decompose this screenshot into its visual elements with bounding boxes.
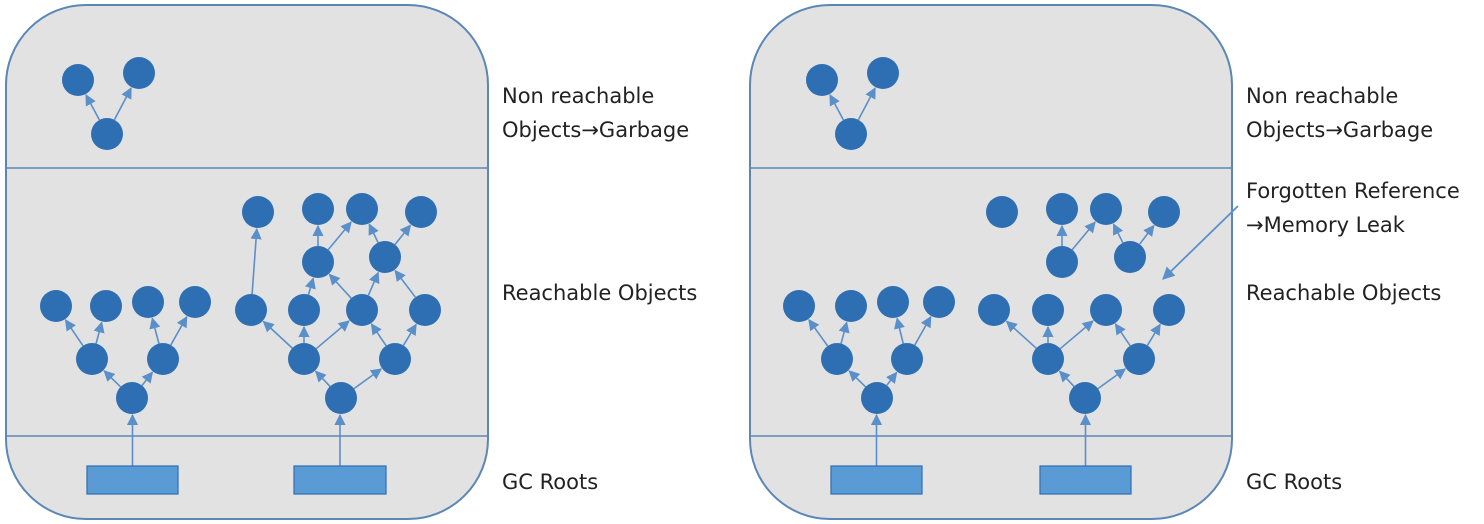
- left-reachable-label: Reachable Objects: [502, 281, 698, 305]
- left-object-node: [346, 193, 378, 225]
- memory-leak-label-line1: Forgotten Reference: [1246, 179, 1460, 203]
- right-object-node: [861, 382, 893, 414]
- left-object-node: [62, 64, 94, 96]
- right-object-node: [1153, 294, 1185, 326]
- right-object-node: [1090, 294, 1122, 326]
- right-object-node: [821, 343, 853, 375]
- right-object-node: [835, 118, 867, 150]
- left-garbage-label-line2: Objects→Garbage: [502, 118, 690, 142]
- right-object-node: [1046, 193, 1078, 225]
- left-object-node: [116, 382, 148, 414]
- left-object-node: [242, 196, 274, 228]
- left-object-node: [409, 294, 441, 326]
- left-heap-panel: [6, 5, 488, 519]
- right-reachable-label: Reachable Objects: [1246, 281, 1442, 305]
- left-object-node: [90, 290, 122, 322]
- right-object-node: [986, 196, 1018, 228]
- left-object-node: [405, 196, 437, 228]
- right-object-node: [891, 343, 923, 375]
- left-object-node: [76, 343, 108, 375]
- right-heap-panel: [750, 5, 1238, 519]
- left-object-node: [288, 343, 320, 375]
- right-object-node: [1090, 193, 1122, 225]
- right-object-node: [835, 290, 867, 322]
- left-gc-root-2: [294, 466, 386, 494]
- right-object-node: [783, 290, 815, 322]
- left-object-node: [325, 382, 357, 414]
- right-object-node: [1046, 246, 1078, 278]
- left-object-node: [123, 57, 155, 89]
- right-object-node: [1123, 343, 1155, 375]
- right-object-node: [1069, 382, 1101, 414]
- right-gc-root-1: [831, 466, 922, 494]
- right-garbage-label-line2: Objects→Garbage: [1246, 118, 1434, 142]
- left-gc-root-1: [87, 466, 178, 494]
- right-garbage-label: [1246, 79, 1433, 147]
- left-object-node: [235, 294, 267, 326]
- memory-leak-label: [1246, 174, 1460, 242]
- left-object-node: [302, 193, 334, 225]
- left-object-node: [147, 343, 179, 375]
- right-object-node: [1148, 196, 1180, 228]
- left-object-node: [179, 286, 211, 318]
- left-object-node: [346, 294, 378, 326]
- left-object-node: [91, 118, 123, 150]
- left-object-node: [132, 286, 164, 318]
- right-gc-roots-label: GC Roots: [1246, 470, 1343, 494]
- memory-leak-label-line2: →Memory Leak: [1246, 213, 1405, 237]
- right-object-node: [923, 286, 955, 318]
- left-garbage-label: [502, 79, 689, 147]
- right-object-node: [1032, 343, 1064, 375]
- left-object-node: [369, 241, 401, 273]
- left-object-node: [302, 246, 334, 278]
- right-object-node: [806, 64, 838, 96]
- right-gc-root-2: [1040, 466, 1131, 494]
- right-object-node: [1114, 241, 1146, 273]
- left-garbage-label-line1: Non reachable: [502, 84, 655, 108]
- left-gc-roots-label: GC Roots: [502, 470, 599, 494]
- left-object-node: [379, 343, 411, 375]
- right-object-node: [867, 57, 899, 89]
- left-object-node: [288, 294, 320, 326]
- right-object-node: [1032, 294, 1064, 326]
- right-object-node: [978, 294, 1010, 326]
- right-garbage-label-line1: Non reachable: [1246, 84, 1399, 108]
- left-object-node: [40, 290, 72, 322]
- right-object-node: [877, 286, 909, 318]
